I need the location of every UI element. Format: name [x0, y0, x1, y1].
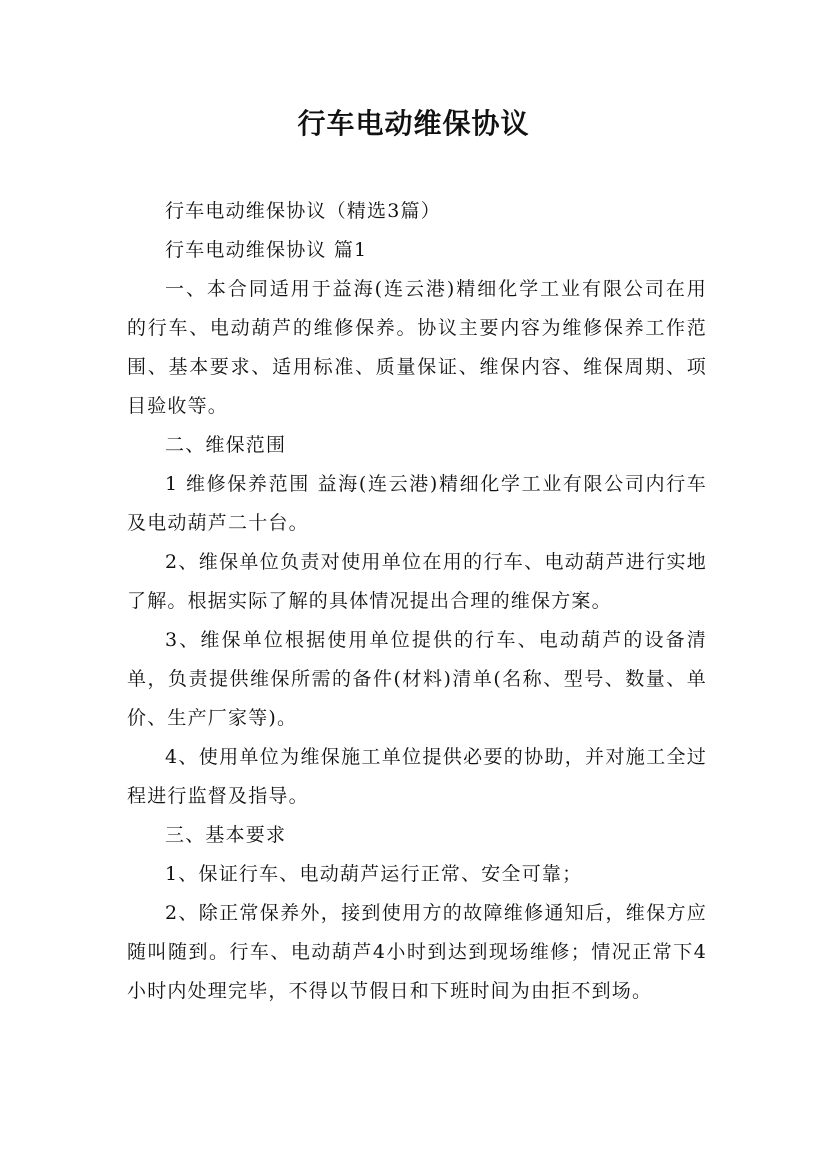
document-title: 行车电动维保协议 [297, 107, 530, 140]
paragraph-item-3: 3、维保单位根据使用单位提供的行车、电动葫芦的设备清单，负责提供维保所需的备件(材料)清单(名称、型号、数量、单价、生产厂家等)。 [127, 629, 707, 729]
paragraph-heading-scope: 二、维保范围 [165, 434, 287, 456]
paragraph-section-heading: 行车电动维保协议 篇1 [165, 239, 368, 261]
paragraph-subtitle: 行车电动维保协议（精选3篇） [165, 200, 441, 222]
paragraph-requirement-2: 2、除正常保养外，接到使用方的故障维修通知后，维保方应随叫随到。行车、电动葫芦4小时到达到现场维修；情况正常下4小时内处理完毕，不得以节假日和下班时间为由拒不到场。 [127, 902, 707, 1002]
paragraph-requirement-1: 1、保证行车、电动葫芦运行正常、安全可靠； [165, 863, 583, 885]
paragraph-heading-requirements: 三、基本要求 [165, 824, 287, 846]
paragraph-item-4: 4、使用单位为维保施工单位提供必要的协助，并对施工全过程进行监督及指导。 [127, 746, 707, 807]
document-body [127, 192, 707, 1011]
paragraph-scope-intro: 一、本合同适用于益海(连云港)精细化学工业有限公司在用的行车、电动葫芦的维修保养。协议主要内容为维修保养工作范围、基本要求、适用标准、质量保证、维保内容、维保周期、项目验收等。 [127, 278, 707, 417]
paragraph-item-1: 1 维修保养范围 益海(连云港)精细化学工业有限公司内行车及电动葫芦二十台。 [127, 473, 707, 534]
paragraph-item-2: 2、维保单位负责对使用单位在用的行车、电动葫芦进行实地了解。根据实际了解的具体情况提出合理的维保方案。 [127, 551, 707, 612]
